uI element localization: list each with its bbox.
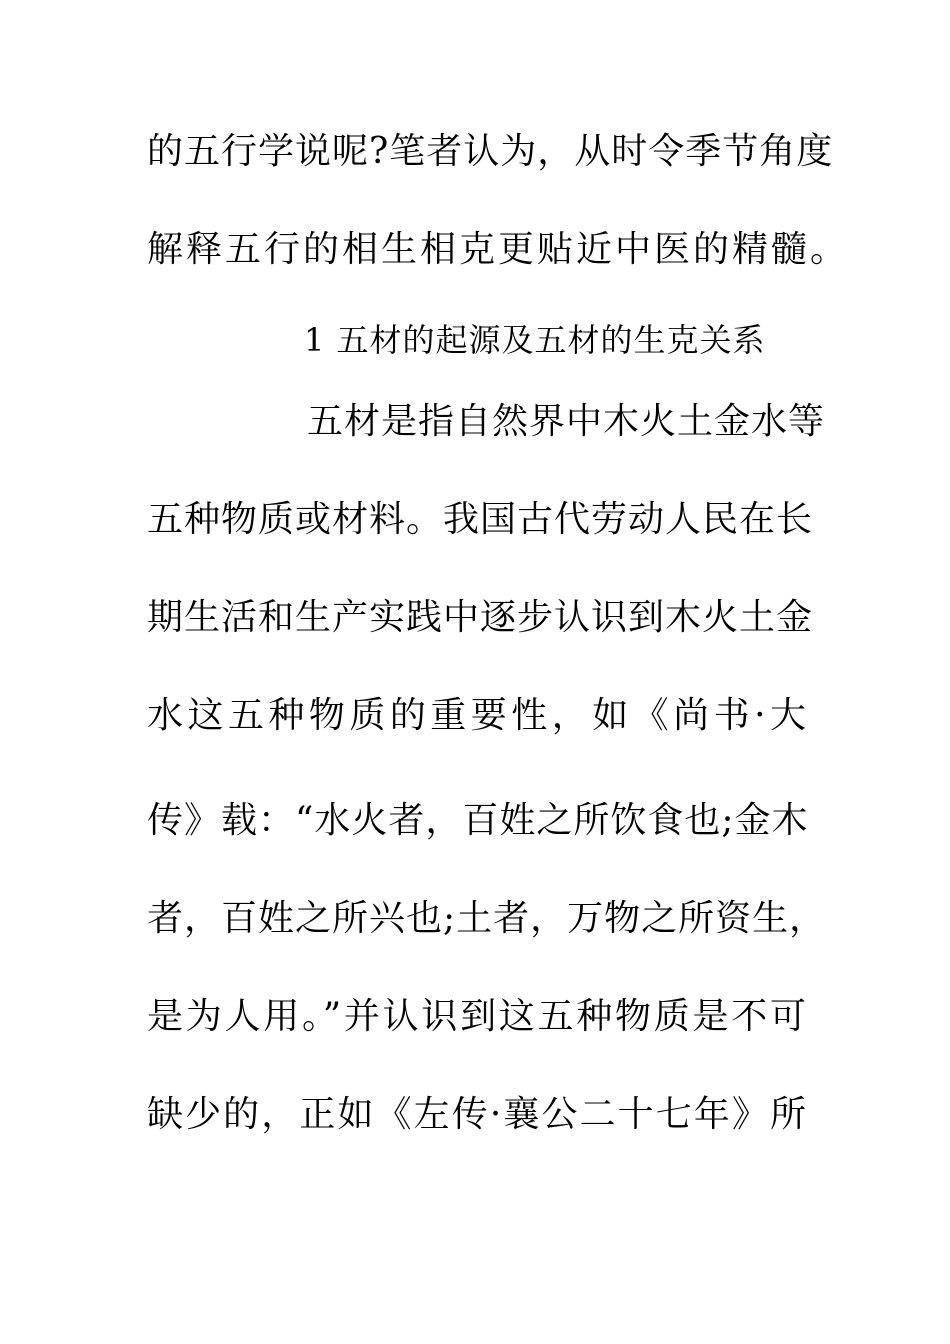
paragraph-line-6: 水这五种物质的重要性，如《尚书·大 <box>147 695 807 736</box>
paragraph-line-7: 传》载：“水火者，百姓之所饮食也;金木 <box>147 800 809 841</box>
paragraph-line-8: 者，百姓之所兴也;土者，万物之所资生， <box>147 898 827 939</box>
paragraph-line-1: 的五行学说呢?笔者认为，从时令季节角度 <box>147 131 834 172</box>
paragraph-line-4: 五种物质或材料。我国古代劳动人民在长 <box>147 499 814 540</box>
paragraph-line-9: 是为人用。”并认识到这五种物质是不可 <box>147 996 807 1037</box>
section-heading: 1 五材的起源及五材的生克关系 <box>304 321 766 359</box>
paragraph-line-10: 缺少的，正如《左传·襄公二十七年》所 <box>147 1094 807 1135</box>
paragraph-line-2: 解释五行的相生相克更贴近中医的精髓。 <box>147 229 850 270</box>
paragraph-line-3: 五材是指自然界中木火土金水等 <box>307 401 826 442</box>
paragraph-line-5: 期生活和生产实践中逐步认识到木火土金 <box>147 597 814 638</box>
